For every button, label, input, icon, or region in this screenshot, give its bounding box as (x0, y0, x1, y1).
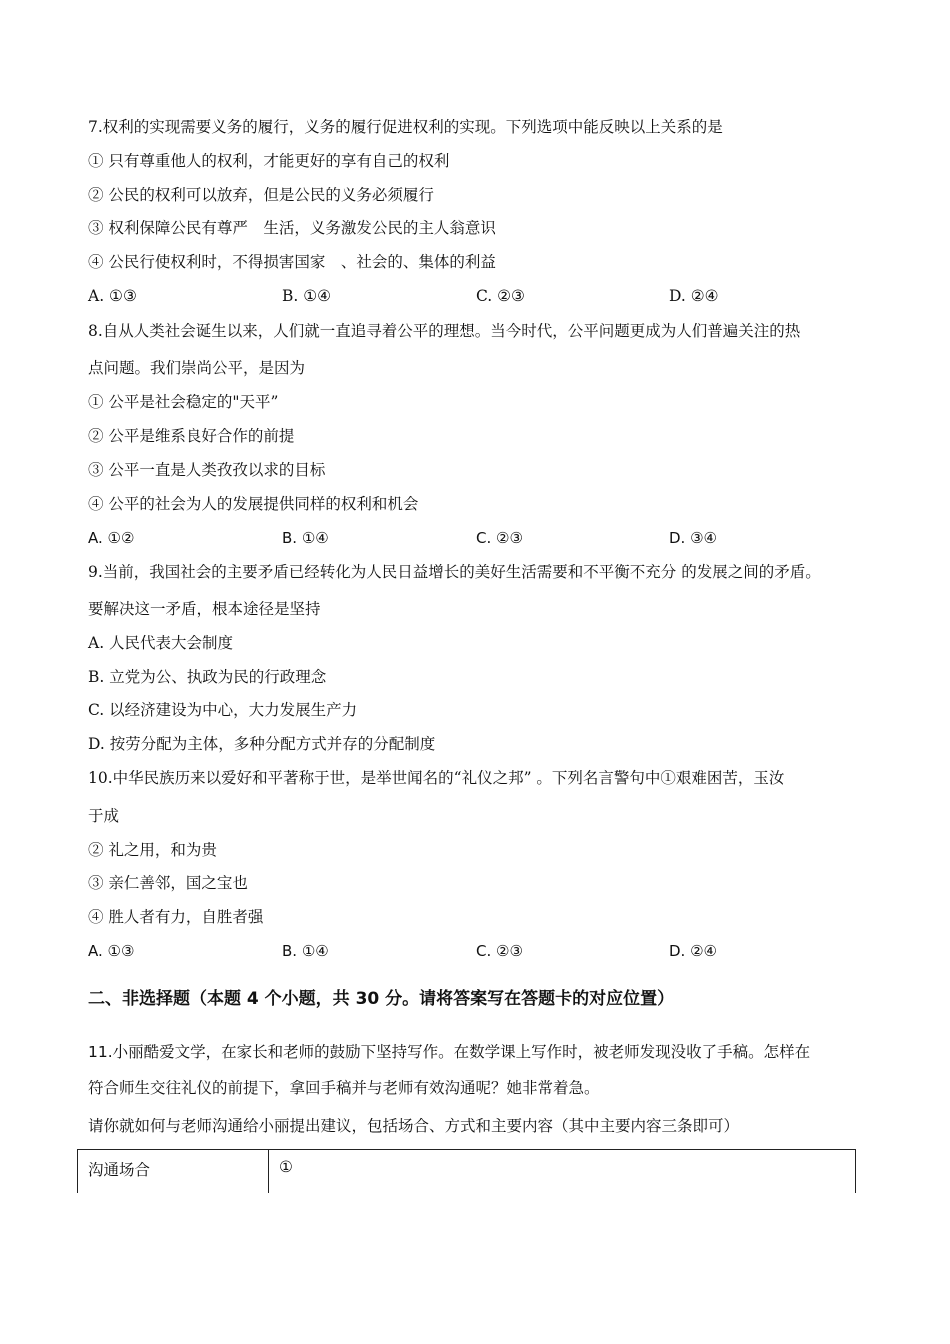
q9-option-a: A. 人民代表大会制度 (88, 634, 234, 652)
q10-stem-line2: 于成 (88, 807, 120, 825)
q8-stem-line1: 8.自从人类社会诞生以来，人们就一直追寻着公平的理想。当今时代，公平问题更成为人们普遍关注的热 (88, 322, 801, 340)
q8-item-4: ④ 公平的社会为人的发展提供同样的权利和机会 (88, 495, 419, 513)
q7-item-2: ② 公民的权利可以放弃，但是公民的义务必须履行 (88, 186, 434, 204)
q10-item-3: ③ 亲仁善邻，国之宝也 (88, 874, 248, 892)
q8-stem-line2: 点问题。我们崇尚公平，是因为 (88, 359, 306, 377)
table-row (78, 1150, 856, 1197)
q8-item-3: ③ 公平一直是人类孜孜以求的目标 (88, 461, 326, 479)
q7-item-1: ① 只有尊重他人的权利，才能更好的享有自己的权利 (88, 152, 450, 170)
q9-option-c: C. 以经济建设为中心，大力发展生产力 (88, 701, 358, 719)
q7-option-b: B. ①④ (282, 287, 332, 305)
q11-stem-line2: 符合师生交往礼仪的前提下，拿回手稿并与老师有效沟通呢？她非常着急。 (88, 1079, 600, 1097)
q8-option-a: A. ①② (88, 529, 135, 547)
q9-stem-line2: 要解决这一矛盾，根本途径是坚持 (88, 600, 321, 618)
q8-option-d: D. ③④ (669, 529, 717, 547)
table-cell-value[interactable]: ① (269, 1150, 856, 1197)
q10-option-c: C. ②③ (476, 942, 523, 960)
table-cell-label: 沟通场合 (78, 1150, 269, 1197)
q10-item-2: ② 礼之用，和为贵 (88, 841, 217, 859)
q8-item-1: ① 公平是社会稳定的"天平” (88, 393, 279, 411)
q10-option-a: A. ①③ (88, 942, 135, 960)
q8-option-b: B. ①④ (282, 529, 329, 547)
q9-option-d: D. 按劳分配为主体，多种分配方式并存的分配制度 (88, 735, 436, 753)
q10-stem-line1: 10.中华民族历来以爱好和平著称于世，是举世闻名的“礼仪之邦” 。下列名言警句中①艰难困苦，玉汝 (88, 769, 785, 787)
q7-option-a: A. ①③ (88, 287, 137, 305)
q8-option-c: C. ②③ (476, 529, 523, 547)
section2-heading: 二、非选择题（本题 4 个小题，共 30 分。请将答案写在答题卡的对应位置） (88, 989, 675, 1009)
q7-option-c: C. ②③ (476, 287, 525, 305)
q7-item-3: ③ 权利保障公民有尊严 生活，义务激发公民的主人翁意识 (88, 219, 496, 237)
q9-stem-line1: 9.当前，我国社会的主要矛盾已经转化为人民日益增长的美好生活需要和不平衡不充分 的发展之间的矛盾。 (88, 563, 821, 581)
table-cutoff-mask (77, 1193, 858, 1205)
q10-item-4: ④ 胜人者有力，自胜者强 (88, 908, 264, 926)
q11-prompt: 请你就如何与老师沟通给小丽提出建议，包括场合、方式和主要内容（其中主要内容三条即可） (88, 1117, 740, 1135)
q7-stem: 7.权利的实现需要义务的履行，义务的履行促进权利的实现。下列选项中能反映以上关系的是 (88, 118, 723, 136)
q11-answer-table (77, 1149, 856, 1197)
q10-option-d: D. ②④ (669, 942, 717, 960)
q11-stem-line1: 11.小丽酷爱文学，在家长和老师的鼓励下坚持写作。在数学课上写作时，被老师发现没收了手稿。怎样在 (88, 1043, 811, 1061)
q7-item-4: ④ 公民行使权利时，不得损害国家 、社会的、集体的利益 (88, 253, 496, 271)
q9-option-b: B. 立党为公、执政为民的行政理念 (88, 668, 327, 686)
q10-option-b: B. ①④ (282, 942, 329, 960)
q8-item-2: ② 公平是维系良好合作的前提 (88, 427, 295, 445)
q7-option-d: D. ②④ (669, 287, 719, 305)
